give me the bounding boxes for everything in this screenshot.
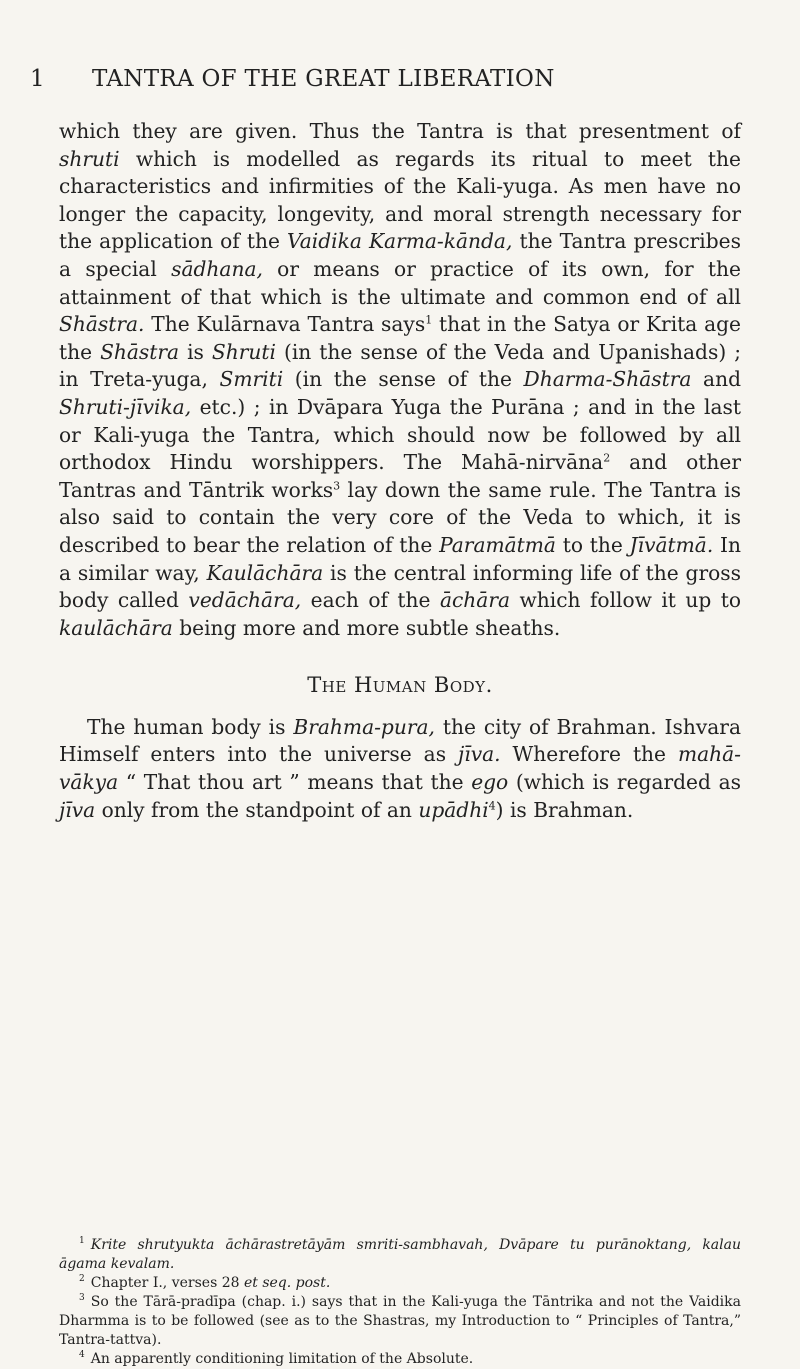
text-span: ) is Brahman. [495, 797, 634, 822]
running-title: TANTRA OF THE GREAT LIBERATION [92, 66, 555, 92]
text-span: which follow it up to [510, 588, 741, 613]
footnote [59, 1350, 741, 1369]
text-span: and other Tantras and Tāntrik works [59, 450, 741, 502]
italic-span: Brahma-pura, [293, 714, 435, 739]
text-span: The human body is [87, 714, 294, 739]
italic-span: vedāchāra, [188, 588, 302, 613]
text-span: etc.) ; in Dvāpara Yuga the Purāna ; and in the last or Kali-yuga the Tantra, which should now be followed by all orthodox Hindu worshippers. The Mahā-nirvāna [59, 394, 741, 475]
text-span: is the central informing life of the gross body called [59, 560, 741, 613]
italic-span: Shāstra [100, 339, 180, 364]
text-span [488, 1237, 499, 1253]
text-span: which they are given. Thus the Tantra is that presentment of [59, 119, 741, 143]
italic-span: jīva. [457, 742, 501, 767]
italic-span: ego [471, 770, 509, 795]
paragraph-1 [59, 118, 741, 642]
text-span: only from the standpoint of an [95, 797, 419, 822]
italic-span: Dvāpare tu purānoktang, kalau āgama kevalam. [59, 1237, 741, 1272]
main-text [59, 118, 741, 824]
text-span: or means or practice of its own, for the attainment of that which is the ultimate and common end of all [59, 256, 741, 309]
italic-span: sādhana, [171, 256, 263, 281]
text-span: being more and more subtle sheaths. [172, 615, 561, 640]
italic-span: Jīvātmā. [629, 532, 714, 557]
italic-span: Shāstra. [59, 312, 145, 337]
text-span: “ That thou art ” means that the [118, 770, 472, 795]
text-span: Wherefore the [500, 742, 678, 767]
italic-span: Shruti-jīvika, [59, 394, 192, 419]
text-span: and [691, 367, 741, 392]
italic-span: kaulāchāra [59, 615, 173, 640]
text-span: So the Tārā-pradīpa (chap. i.) says that in the Kali-yuga the Tāntrika and not the Vaidika Dharmma is to be followed (see as to the Shastras, my Introduction to “ Principles of Tantra,” Tantra-tattva). [59, 1294, 741, 1348]
text-span: each of the [301, 588, 440, 613]
text-span: to the [555, 532, 630, 557]
footnote-ref: 1 [425, 313, 433, 327]
text-span: In a similar way, [59, 532, 741, 585]
footnote [59, 1274, 741, 1293]
text-span: Chapter I., verses 28 [90, 1275, 244, 1291]
footnote-mark: 1 [79, 1236, 85, 1247]
section-heading: The Human Body. [307, 673, 493, 698]
italic-span: mahā-vākya [59, 742, 741, 795]
text-span: (which is regarded as [508, 770, 741, 795]
italic-span: upādhi [418, 797, 489, 822]
italic-span: Shruti [211, 339, 276, 364]
italic-span: smriti-sambhavah, [356, 1237, 488, 1253]
italic-span: Dharma-Shāstra [523, 367, 692, 392]
text-span: is [179, 339, 212, 364]
footnote [59, 1236, 741, 1274]
footnote-mark: 3 [79, 1293, 85, 1304]
italic-span: Paramātmā [439, 532, 556, 557]
italic-span: shruti [59, 146, 120, 171]
footnote [59, 1293, 741, 1350]
text-span: the Tantra prescribes a special [59, 229, 741, 281]
italic-span: jīva [59, 797, 96, 822]
page-number: 1 [30, 66, 45, 92]
text-span: that in the Satya or Krita age the [59, 312, 742, 364]
text-span: The Kulārnava Tantra says [144, 312, 426, 337]
text-span: (in the sense of the [283, 367, 524, 392]
footnote-ref: 2 [603, 451, 611, 465]
italic-span: āchāra [439, 588, 511, 613]
italic-span: Smriti [219, 367, 284, 392]
text-span: lay down the same rule. The Tantra is also said to contain the very core of the Veda to which, it is described to bear the relation of the [59, 477, 742, 557]
italic-span: et seq. post. [243, 1275, 331, 1291]
paragraph-2 [59, 714, 741, 824]
text-span: An apparently conditioning limitation of the Absolute. [90, 1351, 474, 1367]
italic-span: Vaidika Karma-kānda, [287, 229, 513, 254]
footnote-ref: 4 [488, 798, 496, 812]
footnote-ref: 3 [333, 478, 341, 492]
footnote-mark: 4 [79, 1350, 85, 1361]
text-span: (in the sense of the Veda and Upanishads) ; in Treta-yuga, [59, 339, 741, 392]
text-span: the city of Brahman. Ishvara Himself enters into the universe as [59, 714, 741, 767]
footnote-mark: 2 [79, 1274, 85, 1285]
italic-span: Kaulāchāra [206, 560, 324, 585]
italic-span: Krite shrutyukta āchārastretāyām [90, 1237, 357, 1253]
running-header [30, 66, 770, 100]
footnotes [59, 1236, 741, 1369]
text-span: which is modelled as regards its ritual to meet the characteristics and infirmities of the Kali-yuga. As men have no longer the capacity, longevity, and moral strength necessary for the application of the [59, 146, 741, 254]
